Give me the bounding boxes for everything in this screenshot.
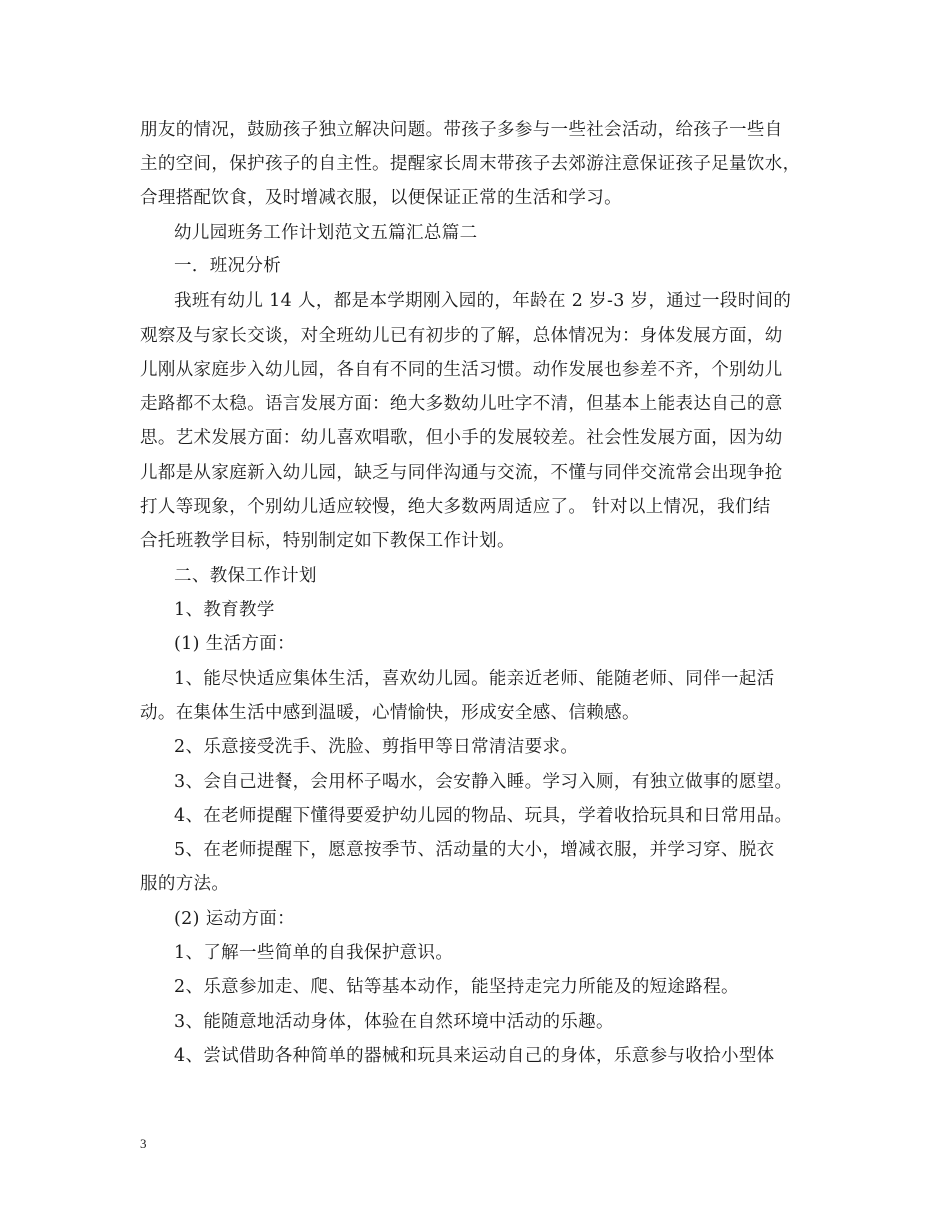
text-line: 观察及与家长交谈，对全班幼儿已有初步的了解，总体情况为：身体发展方面，幼 [140, 326, 783, 346]
page-number: 3 [140, 1136, 147, 1151]
list-item: 2、乐意接受洗手、洗脸、剪指甲等日常清洁要求。 [174, 737, 579, 757]
text-line: 思。艺术发展方面：幼儿喜欢唱歌，但小手的发展较差。社会性发展方面，因为幼 [140, 428, 783, 448]
text-line: 动。在集体生活中感到温暖，心情愉快，形成安全感、信赖感。 [140, 703, 640, 723]
subsection-heading: (2) 运动方面： [174, 909, 296, 929]
list-item: 3、能随意地活动身体，体验在自然环境中活动的乐趣。 [174, 1012, 614, 1032]
text-line: 服的方法。 [140, 874, 230, 894]
list-item: 4、尝试借助各种简单的器械和玩具来运动自己的身体，乐意参与收拾小型体 [174, 1046, 775, 1066]
section-heading: 一．班况分析 [174, 256, 282, 276]
list-item: 1、能尽快适应集体生活，喜欢幼儿园。能亲近老师、能随老师、同伴一起活 [174, 669, 775, 689]
list-item: 4、在老师提醒下懂得要爱护幼儿园的物品、玩具，学着收拾玩具和日常用品。 [174, 806, 793, 826]
text-line: 主的空间，保护孩子的自主性。提醒家长周末带孩子去郊游注意保证孩子足量饮水， [140, 154, 801, 174]
text-line: 走路都不太稳。语言发展方面：绝大多数幼儿吐字不清，但基本上能表达自己的意 [140, 394, 783, 414]
text-line: 儿都是从家庭新入幼儿园，缺乏与同伴沟通与交流，不懂与同伴交流常会出现争抢 [140, 463, 783, 483]
list-item: 2、乐意参加走、爬、钻等基本动作，能坚持走完力所能及的短途路程。 [174, 977, 739, 997]
list-item: 3、会自己进餐，会用杯子喝水，会安静入睡。学习入厕，有独立做事的愿望。 [174, 772, 793, 792]
text-line: 合托班教学目标，特别制定如下教保工作计划。 [140, 531, 515, 551]
section-title: 幼儿园班务工作计划范文五篇汇总篇二 [174, 223, 478, 243]
text-line: 朋友的情况，鼓励孩子独立解决问题。带孩子多参与一些社会活动，给孩子一些自 [140, 120, 783, 140]
subsection-heading: (1) 生活方面： [174, 634, 296, 654]
text-line: 儿刚从家庭步入幼儿园，各自有不同的生活习惯。动作发展也参差不齐，个别幼儿 [140, 360, 783, 380]
list-item: 5、在老师提醒下，愿意按季节、活动量的大小，增减衣服，并学习穿、脱衣 [174, 840, 775, 860]
text-line: 打人等现象，个别幼儿适应较慢，绝大多数两周适应了。 针对以上情况，我们结 [140, 497, 771, 517]
list-item: 1、了解一些简单的自我保护意识。 [174, 943, 454, 963]
text-line: 合理搭配饮食，及时增减衣服，以便保证正常的生活和学习。 [140, 188, 622, 208]
text-line: 我班有幼儿 14 人，都是本学期刚入园的，年龄在 2 岁-3 岁，通过一段时间的 [174, 291, 792, 311]
section-heading: 二、教保工作计划 [174, 566, 317, 586]
subsection-heading: 1、教育教学 [174, 600, 275, 620]
